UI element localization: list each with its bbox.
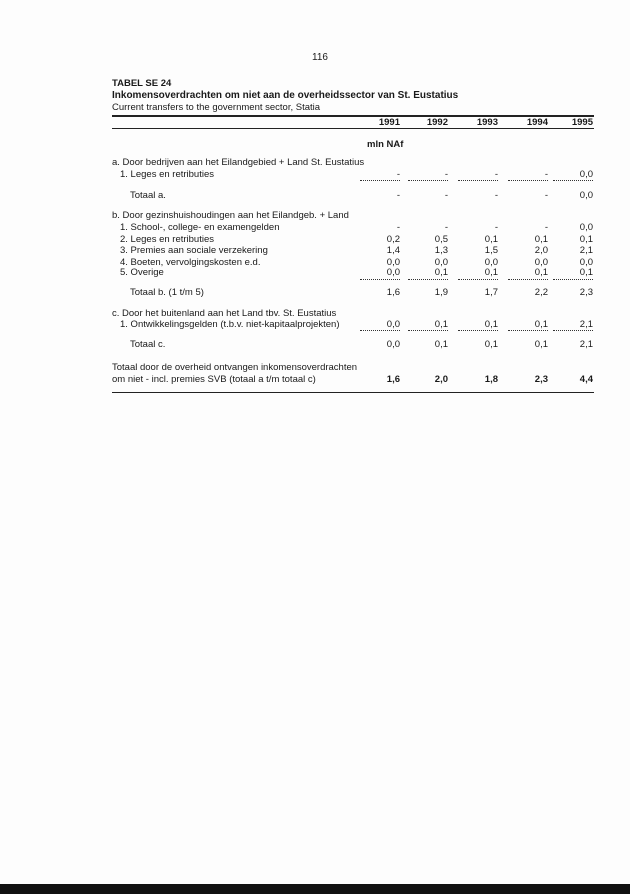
row-label: 2. Leges en retributies <box>120 234 215 245</box>
cell-1995: 0,0 <box>579 190 593 201</box>
cell-1994: 0,1 <box>534 267 548 278</box>
subtotal-separator <box>508 279 548 280</box>
table-title: Inkomensoverdrachten om niet aan de overheidssector van St. Eustatius <box>112 90 459 101</box>
cell-1992: - <box>444 190 448 201</box>
row-label: Totaal door de overheid ontvangen inkomensoverdrachten <box>112 362 358 373</box>
cell-1995: 0,1 <box>579 234 593 245</box>
cell-1992: 2,0 <box>434 374 448 385</box>
subtotal-separator <box>553 330 593 331</box>
table-bottom-rule <box>112 392 594 393</box>
total-row-label: Totaal a. <box>130 190 166 201</box>
cell-1991: 0,0 <box>386 257 400 268</box>
cell-1994: - <box>544 169 548 180</box>
cell-1995: 2,1 <box>579 245 593 256</box>
cell-1995: 2,1 <box>579 319 593 330</box>
subtotal-separator <box>508 180 548 181</box>
table-subtitle: Current transfers to the government sector, Statia <box>112 102 321 113</box>
cell-1991: 0,0 <box>386 339 400 350</box>
row-label: 3. Premies aan sociale verzekering <box>120 245 268 256</box>
subtotal-separator <box>553 279 593 280</box>
cell-1992: 0,1 <box>434 339 448 350</box>
cell-1991: - <box>396 169 400 180</box>
cell-1991: 0,2 <box>386 234 400 245</box>
cell-1991: 1,6 <box>386 287 400 298</box>
cell-1995: 0,0 <box>579 222 593 233</box>
subtotal-separator <box>508 330 548 331</box>
cell-1994: - <box>544 190 548 201</box>
row-label: 4. Boeten, vervolgingskosten e.d. <box>120 257 261 268</box>
total-row-label: Totaal c. <box>130 339 166 350</box>
subtotal-separator <box>408 330 448 331</box>
cell-1994: 0,0 <box>534 257 548 268</box>
year-header-1994: 1994 <box>526 117 548 128</box>
row-label: om niet - incl. premies SVB (totaal a t/m totaal c) <box>112 374 316 385</box>
subtotal-separator <box>408 180 448 181</box>
cell-1992: 0,5 <box>434 234 448 245</box>
cell-1992: - <box>444 222 448 233</box>
cell-1995: 0,0 <box>579 169 593 180</box>
cell-1991: 1,4 <box>386 245 400 256</box>
subtotal-separator <box>458 180 498 181</box>
subtotal-separator <box>458 279 498 280</box>
row-label: 1. Ontwikkelingsgelden (t.b.v. niet-kapitaalprojekten) <box>120 319 340 330</box>
cell-1991: - <box>396 222 400 233</box>
subtotal-separator <box>360 180 400 181</box>
cell-1993: - <box>494 169 498 180</box>
year-header-1995: 1995 <box>571 117 593 128</box>
cell-1994: 0,1 <box>534 319 548 330</box>
subtotal-separator <box>458 330 498 331</box>
cell-1995: 0,1 <box>579 267 593 278</box>
total-row-label: Totaal b. (1 t/m 5) <box>130 287 204 298</box>
scan-border <box>0 884 630 894</box>
cell-1995: 2,1 <box>579 339 593 350</box>
subtotal-separator <box>408 279 448 280</box>
cell-1994: 2,2 <box>534 287 548 298</box>
cell-1991: 1,6 <box>386 374 400 385</box>
year-header-1992: 1992 <box>426 117 448 128</box>
row-label: c. Door het buitenland aan het Land tbv. St. Eustatius <box>112 308 337 319</box>
cell-1995: 2,3 <box>579 287 593 298</box>
cell-1995: 4,4 <box>579 374 593 385</box>
cell-1991: 0,0 <box>386 267 400 278</box>
row-label: 1. School-, college- en examengelden <box>120 222 280 233</box>
cell-1993: 0,1 <box>484 319 498 330</box>
header-rule-bottom <box>112 128 594 129</box>
cell-1994: 2,0 <box>534 245 548 256</box>
cell-1993: 1,8 <box>484 374 498 385</box>
row-label: b. Door gezinshuishoudingen aan het Eilandgeb. + Land <box>112 210 349 221</box>
subtotal-separator <box>553 180 593 181</box>
cell-1992: - <box>444 169 448 180</box>
cell-1993: - <box>494 190 498 201</box>
cell-1991: 0,0 <box>386 319 400 330</box>
year-header-1991: 1991 <box>378 117 400 128</box>
subtotal-separator <box>360 279 400 280</box>
subtotal-separator <box>360 330 400 331</box>
cell-1992: 1,3 <box>434 245 448 256</box>
page-number: 116 <box>312 52 328 63</box>
year-header-1993: 1993 <box>476 117 498 128</box>
table-id: TABEL SE 24 <box>112 78 172 89</box>
cell-1993: 0,1 <box>484 339 498 350</box>
row-label: 1. Leges en retributies <box>120 169 215 180</box>
cell-1994: 2,3 <box>534 374 548 385</box>
cell-1993: 0,1 <box>484 267 498 278</box>
cell-1993: - <box>494 222 498 233</box>
cell-1993: 1,5 <box>484 245 498 256</box>
cell-1992: 0,1 <box>434 319 448 330</box>
cell-1994: 0,1 <box>534 339 548 350</box>
row-label: a. Door bedrijven aan het Eilandgebied + Land St. Eustatius <box>112 157 365 168</box>
cell-1993: 0,1 <box>484 234 498 245</box>
cell-1994: 0,1 <box>534 234 548 245</box>
cell-1992: 0,1 <box>434 267 448 278</box>
cell-1993: 0,0 <box>484 257 498 268</box>
cell-1994: - <box>544 222 548 233</box>
row-label: 5. Overige <box>120 267 164 278</box>
cell-1993: 1,7 <box>484 287 498 298</box>
cell-1991: - <box>396 190 400 201</box>
cell-1992: 0,0 <box>434 257 448 268</box>
cell-1995: 0,0 <box>579 257 593 268</box>
cell-1992: 1,9 <box>434 287 448 298</box>
unit-label: mln NAf <box>367 139 404 150</box>
